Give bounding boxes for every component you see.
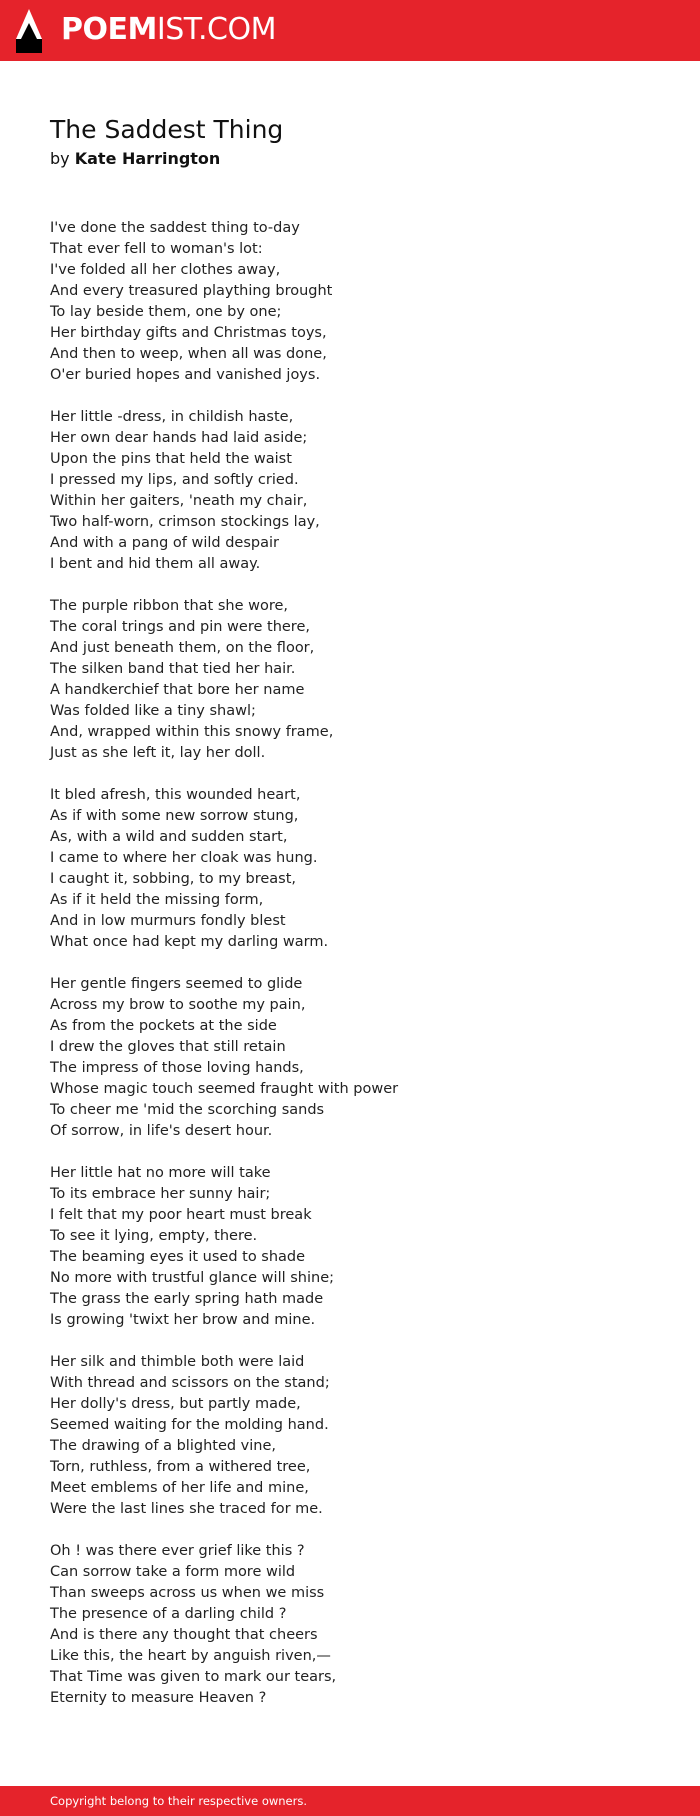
poem-line: To cheer me 'mid the scorching sands — [50, 1102, 325, 1118]
poem-line: Within her gaiters, 'neath my chair, — [50, 493, 308, 509]
poem-line: With thread and scissors on the stand; — [50, 1375, 330, 1391]
poem-line: The silken band that tied her hair. — [50, 661, 296, 677]
poem-line: Just as she left it, lay her doll. — [50, 745, 266, 761]
poem-stanza — [50, 407, 650, 575]
poem-line: To lay beside them, one by one; — [50, 304, 282, 320]
poem-line: I drew the gloves that still retain — [50, 1039, 286, 1055]
poem-stanza — [50, 1352, 650, 1520]
poem-line: O'er buried hopes and vanished joys. — [50, 367, 321, 383]
poem-line: Of sorrow, in life's desert hour. — [50, 1123, 273, 1139]
poem-stanza — [50, 596, 650, 764]
poem-line: I caught it, sobbing, to my breast, — [50, 871, 297, 887]
poem-line: Meet emblems of her life and mine, — [50, 1480, 309, 1496]
poem-line: To its embrace her sunny hair; — [50, 1186, 271, 1202]
poem-line: And, wrapped within this snowy frame, — [50, 724, 334, 740]
poem-line: Oh ! was there ever grief like this ? — [50, 1543, 305, 1559]
poem-line: The grass the early spring hath made — [50, 1291, 324, 1307]
logo-bold-text: POEM — [61, 12, 157, 47]
poem-stanza — [50, 1541, 650, 1709]
poem-line: The impress of those loving hands, — [50, 1060, 304, 1076]
by-label: by — [50, 149, 70, 168]
poem-line: I've done the saddest thing to-day — [50, 220, 300, 236]
poem-line: Was folded like a tiny shawl; — [50, 703, 256, 719]
copyright-notice: Copyright belong to their respective owners. — [50, 1794, 308, 1808]
poem-line: The coral trings and pin were there, — [50, 619, 310, 635]
poem-line: And is there any thought that cheers — [50, 1627, 318, 1643]
poem-line: Seemed waiting for the molding hand. — [50, 1417, 329, 1433]
poem-line: I came to where her cloak was hung. — [50, 850, 318, 866]
poem-line: Her silk and thimble both were laid — [50, 1354, 305, 1370]
poem-line: Like this, the heart by anguish riven,— — [50, 1648, 331, 1664]
poem-line: I've folded all her clothes away, — [50, 262, 281, 278]
logo-light-text: IST.COM — [156, 12, 276, 47]
poem-stanza — [50, 974, 650, 1142]
poem-line: Than sweeps across us when we miss — [50, 1585, 325, 1601]
site-logo[interactable] — [61, 13, 276, 47]
poem-line: And with a pang of wild despair — [50, 535, 279, 551]
poem-line: Two half-worn, crimson stockings lay, — [50, 514, 320, 530]
poem-line: As if it held the missing form, — [50, 892, 264, 908]
poem-line: The drawing of a blighted vine, — [50, 1438, 277, 1454]
poem-line: I bent and hid them all away. — [50, 556, 261, 572]
poem-line: Her dolly's dress, but partly made, — [50, 1396, 301, 1412]
poem-body — [50, 218, 650, 1730]
poem-line: Across my brow to soothe my pain, — [50, 997, 306, 1013]
poem-line: Her own dear hands had laid aside; — [50, 430, 308, 446]
poem-line: Torn, ruthless, from a withered tree, — [50, 1459, 311, 1475]
poem-line: As, with a wild and sudden start, — [50, 829, 288, 845]
poem-stanza — [50, 785, 650, 953]
poem-line: That Time was given to mark our tears, — [50, 1669, 337, 1685]
poem-line: And in low murmurs fondly blest — [50, 913, 286, 929]
poem-line: It bled afresh, this wounded heart, — [50, 787, 301, 803]
poem-line: Her birthday gifts and Christmas toys, — [50, 325, 327, 341]
poem-line: The purple ribbon that she wore, — [50, 598, 288, 614]
poem-stanza — [50, 218, 650, 386]
poem-line: And just beneath them, on the floor, — [50, 640, 315, 656]
poem-line: The beaming eyes it used to shade — [50, 1249, 306, 1265]
poem-stanza — [50, 1163, 650, 1331]
poem-line: No more with trustful glance will shine; — [50, 1270, 335, 1286]
poem-line: Whose magic touch seemed fraught with power — [50, 1081, 399, 1097]
site-header — [0, 0, 700, 61]
poem-line: That ever fell to woman's lot: — [50, 241, 263, 257]
poem-line: And every treasured plaything brought — [50, 283, 333, 299]
poem-line: Her gentle fingers seemed to glide — [50, 976, 303, 992]
poem-line: Her little hat no more will take — [50, 1165, 271, 1181]
poem-line: I pressed my lips, and softly cried. — [50, 472, 299, 488]
poem-line: As from the pockets at the side — [50, 1018, 277, 1034]
poem-line: Is growing 'twixt her brow and mine. — [50, 1312, 316, 1328]
poem-line: A handkerchief that bore her name — [50, 682, 305, 698]
poem-line: To see it lying, empty, there. — [50, 1228, 258, 1244]
poem-line: Upon the pins that held the waist — [50, 451, 292, 467]
pencil-tip-icon[interactable] — [15, 9, 43, 53]
poem-line: And then to weep, when all was done, — [50, 346, 327, 362]
poem-line: What once had kept my darling warm. — [50, 934, 329, 950]
poem-title: The Saddest Thing — [50, 115, 284, 144]
poem-line: As if with some new sorrow stung, — [50, 808, 299, 824]
poem-line: Eternity to measure Heaven ? — [50, 1690, 267, 1706]
poem-author: Kate Harrington — [74, 149, 221, 168]
poem-line: Were the last lines she traced for me. — [50, 1501, 323, 1517]
site-footer — [0, 1786, 700, 1816]
poem-line: The presence of a darling child ? — [50, 1606, 287, 1622]
poem-byline — [50, 148, 220, 170]
poem-line: Her little -dress, in childish haste, — [50, 409, 294, 425]
poem-line: Can sorrow take a form more wild — [50, 1564, 296, 1580]
poem-line: I felt that my poor heart must break — [50, 1207, 312, 1223]
